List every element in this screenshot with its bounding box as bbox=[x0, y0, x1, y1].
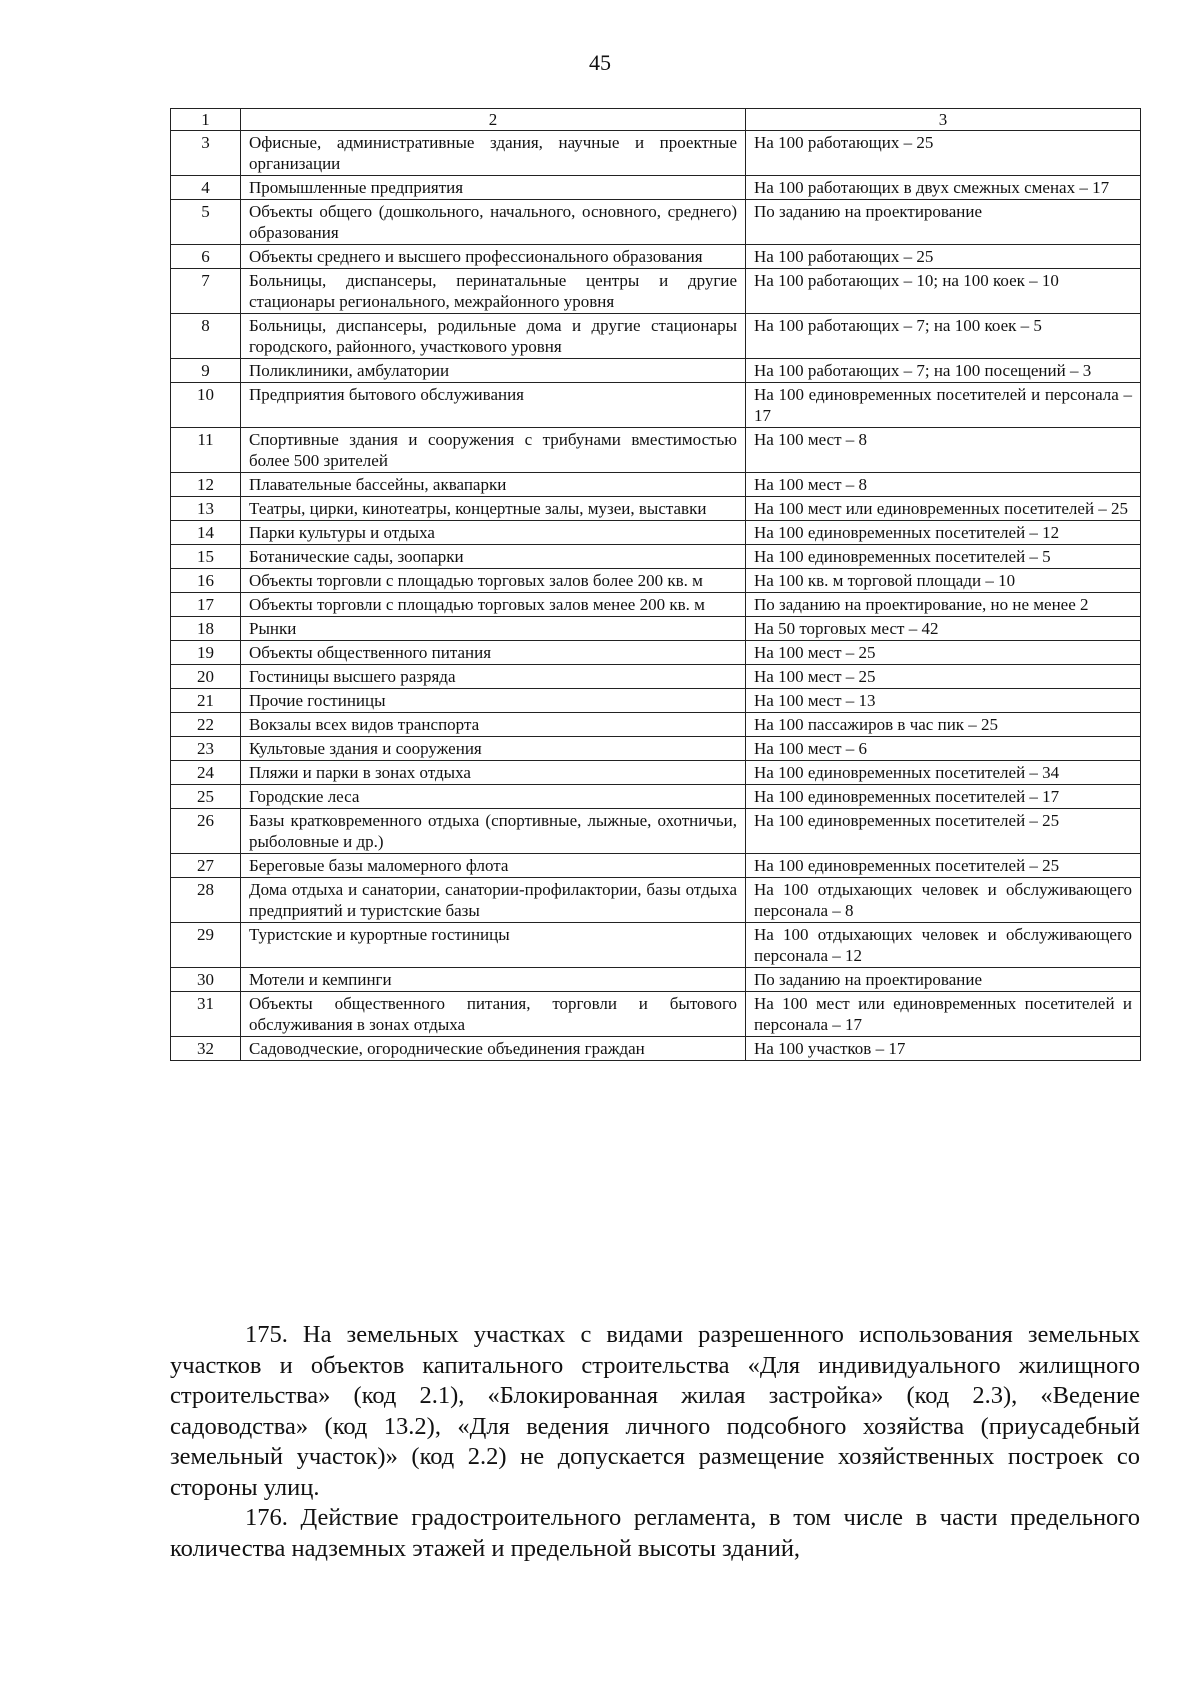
parking-norm-cell: По заданию на проектирование bbox=[746, 968, 1141, 992]
row-number-cell: 4 bbox=[171, 176, 241, 200]
object-type-cell: Промышленные предприятия bbox=[241, 176, 746, 200]
table-row bbox=[171, 923, 1141, 968]
table-row bbox=[171, 785, 1141, 809]
row-number-cell: 8 bbox=[171, 314, 241, 359]
table-row bbox=[171, 497, 1141, 521]
object-type-cell: Ботанические сады, зоопарки bbox=[241, 545, 746, 569]
object-type-cell: Культовые здания и сооружения bbox=[241, 737, 746, 761]
object-type-cell: Береговые базы маломерного флота bbox=[241, 854, 746, 878]
parking-norm-cell: По заданию на проектирование bbox=[746, 200, 1141, 245]
table-row bbox=[171, 569, 1141, 593]
object-type-cell: Поликлиники, амбулатории bbox=[241, 359, 746, 383]
row-number-cell: 19 bbox=[171, 641, 241, 665]
table-row bbox=[171, 176, 1141, 200]
object-type-cell: Базы кратковременного отдыха (спортивные, лыжные, охотничьи, рыболовные и др.) bbox=[241, 809, 746, 854]
object-type-cell: Туристские и курортные гостиницы bbox=[241, 923, 746, 968]
column-header: 1 bbox=[171, 109, 241, 131]
column-header: 3 bbox=[746, 109, 1141, 131]
object-type-cell: Мотели и кемпинги bbox=[241, 968, 746, 992]
table-row bbox=[171, 809, 1141, 854]
object-type-cell: Парки культуры и отдыха bbox=[241, 521, 746, 545]
row-number-cell: 13 bbox=[171, 497, 241, 521]
row-number-cell: 9 bbox=[171, 359, 241, 383]
table-row bbox=[171, 617, 1141, 641]
parking-norm-cell: На 100 работающих – 7; на 100 посещений – 3 bbox=[746, 359, 1141, 383]
parking-norm-cell: На 100 пассажиров в час пик – 25 bbox=[746, 713, 1141, 737]
object-type-cell: Больницы, диспансеры, родильные дома и другие стационары городского, районного, участкового уровня bbox=[241, 314, 746, 359]
object-type-cell: Предприятия бытового обслуживания bbox=[241, 383, 746, 428]
table-row bbox=[171, 713, 1141, 737]
row-number-cell: 14 bbox=[171, 521, 241, 545]
object-type-cell: Городские леса bbox=[241, 785, 746, 809]
parking-norm-cell: На 100 работающих – 25 bbox=[746, 131, 1141, 176]
row-number-cell: 31 bbox=[171, 992, 241, 1037]
parking-norm-cell: На 100 отдыхающих человек и обслуживающего персонала – 12 bbox=[746, 923, 1141, 968]
table-row bbox=[171, 131, 1141, 176]
row-number-cell: 28 bbox=[171, 878, 241, 923]
table-row bbox=[171, 968, 1141, 992]
object-type-cell: Больницы, диспансеры, перинатальные центры и другие стационары регионального, межрайонного уровня bbox=[241, 269, 746, 314]
row-number-cell: 24 bbox=[171, 761, 241, 785]
object-type-cell: Театры, цирки, кинотеатры, концертные залы, музеи, выставки bbox=[241, 497, 746, 521]
object-type-cell: Объекты торговли с площадью торговых залов более 200 кв. м bbox=[241, 569, 746, 593]
row-number-cell: 23 bbox=[171, 737, 241, 761]
table-row bbox=[171, 1037, 1141, 1061]
parking-norm-cell: На 100 мест – 8 bbox=[746, 473, 1141, 497]
row-number-cell: 10 bbox=[171, 383, 241, 428]
row-number-cell: 22 bbox=[171, 713, 241, 737]
parking-norm-cell: На 100 работающих – 25 bbox=[746, 245, 1141, 269]
column-header: 2 bbox=[241, 109, 746, 131]
parking-norm-cell: На 100 мест – 6 bbox=[746, 737, 1141, 761]
regulation-table bbox=[170, 108, 1141, 1061]
object-type-cell: Офисные, административные здания, научные и проектные организации bbox=[241, 131, 746, 176]
row-number-cell: 21 bbox=[171, 689, 241, 713]
table-row bbox=[171, 545, 1141, 569]
parking-norm-cell: На 50 торговых мест – 42 bbox=[746, 617, 1141, 641]
table-row bbox=[171, 428, 1141, 473]
object-type-cell: Прочие гостиницы bbox=[241, 689, 746, 713]
parking-norm-cell: На 100 участков – 17 bbox=[746, 1037, 1141, 1061]
parking-norm-cell: На 100 единовременных посетителей – 12 bbox=[746, 521, 1141, 545]
parking-norm-cell: На 100 единовременных посетителей – 25 bbox=[746, 809, 1141, 854]
table-row bbox=[171, 521, 1141, 545]
row-number-cell: 20 bbox=[171, 665, 241, 689]
object-type-cell: Объекты общего (дошкольного, начального, основного, среднего) образования bbox=[241, 200, 746, 245]
parking-norm-cell: На 100 единовременных посетителей – 17 bbox=[746, 785, 1141, 809]
table-body bbox=[171, 131, 1141, 1061]
parking-norm-cell: На 100 мест или единовременных посетителей – 25 bbox=[746, 497, 1141, 521]
object-type-cell: Объекты общественного питания bbox=[241, 641, 746, 665]
parking-norm-cell: На 100 работающих – 7; на 100 коек – 5 bbox=[746, 314, 1141, 359]
table-row bbox=[171, 473, 1141, 497]
table-row bbox=[171, 737, 1141, 761]
row-number-cell: 29 bbox=[171, 923, 241, 968]
row-number-cell: 25 bbox=[171, 785, 241, 809]
object-type-cell: Вокзалы всех видов транспорта bbox=[241, 713, 746, 737]
object-type-cell: Плавательные бассейны, аквапарки bbox=[241, 473, 746, 497]
parking-norm-cell: На 100 мест – 13 bbox=[746, 689, 1141, 713]
parking-norm-cell: На 100 единовременных посетителей – 5 bbox=[746, 545, 1141, 569]
object-type-cell: Дома отдыха и санатории, санатории-профилактории, базы отдыха предприятий и туристские базы bbox=[241, 878, 746, 923]
table-row bbox=[171, 689, 1141, 713]
object-type-cell: Пляжи и парки в зонах отдыха bbox=[241, 761, 746, 785]
row-number-cell: 11 bbox=[171, 428, 241, 473]
table-row bbox=[171, 641, 1141, 665]
table-row bbox=[171, 665, 1141, 689]
body-text bbox=[170, 1320, 1140, 1564]
table-row bbox=[171, 761, 1141, 785]
row-number-cell: 12 bbox=[171, 473, 241, 497]
table-row bbox=[171, 992, 1141, 1037]
table-row bbox=[171, 200, 1141, 245]
row-number-cell: 30 bbox=[171, 968, 241, 992]
row-number-cell: 27 bbox=[171, 854, 241, 878]
row-number-cell: 16 bbox=[171, 569, 241, 593]
table-row bbox=[171, 593, 1141, 617]
table-row bbox=[171, 269, 1141, 314]
object-type-cell: Спортивные здания и сооружения с трибунами вместимостью более 500 зрителей bbox=[241, 428, 746, 473]
object-type-cell: Объекты торговли с площадью торговых залов менее 200 кв. м bbox=[241, 593, 746, 617]
parking-norm-cell: На 100 единовременных посетителей – 34 bbox=[746, 761, 1141, 785]
table-header-row bbox=[171, 109, 1141, 131]
parking-norm-cell: По заданию на проектирование, но не менее 2 bbox=[746, 593, 1141, 617]
paragraph-176: 176. Действие градостроительного регламента, в том числе в части предельного количества надземных этажей и предельной высоты зданий, bbox=[170, 1504, 1140, 1562]
object-type-cell: Рынки bbox=[241, 617, 746, 641]
parking-norm-cell: На 100 работающих – 10; на 100 коек – 10 bbox=[746, 269, 1141, 314]
object-type-cell: Объекты среднего и высшего профессионального образования bbox=[241, 245, 746, 269]
row-number-cell: 7 bbox=[171, 269, 241, 314]
parking-norm-cell: На 100 кв. м торговой площади – 10 bbox=[746, 569, 1141, 593]
parking-norm-cell: На 100 мест – 8 bbox=[746, 428, 1141, 473]
parking-norm-cell: На 100 единовременных посетителей – 25 bbox=[746, 854, 1141, 878]
object-type-cell: Объекты общественного питания, торговли и бытового обслуживания в зонах отдыха bbox=[241, 992, 746, 1037]
table-row bbox=[171, 314, 1141, 359]
paragraph-175: 175. На земельных участках с видами разрешенного использования земельных участков и объектов капитального строительства «Для индивидуального жилищного строительства» (код 2.1), «Блокированная жилая застройка» (код 2.3), «Ведение садоводства» (код 13.2), «Для ведения личного подсобного хозяйства (приусадебный земельный участок)» (код 2.2) не допускается размещение хозяйственных построек со стороны улиц. bbox=[170, 1321, 1140, 1501]
row-number-cell: 15 bbox=[171, 545, 241, 569]
parking-norm-cell: На 100 мест или единовременных посетителей и персонала – 17 bbox=[746, 992, 1141, 1037]
table-row bbox=[171, 878, 1141, 923]
table-row bbox=[171, 359, 1141, 383]
row-number-cell: 5 bbox=[171, 200, 241, 245]
parking-norm-cell: На 100 мест – 25 bbox=[746, 665, 1141, 689]
parking-norm-cell: На 100 единовременных посетителей и персонала – 17 bbox=[746, 383, 1141, 428]
row-number-cell: 3 bbox=[171, 131, 241, 176]
object-type-cell: Садоводческие, огороднические объединения граждан bbox=[241, 1037, 746, 1061]
table-row bbox=[171, 245, 1141, 269]
object-type-cell: Гостиницы высшего разряда bbox=[241, 665, 746, 689]
row-number-cell: 17 bbox=[171, 593, 241, 617]
row-number-cell: 26 bbox=[171, 809, 241, 854]
table-row bbox=[171, 854, 1141, 878]
row-number-cell: 18 bbox=[171, 617, 241, 641]
parking-norm-cell: На 100 работающих в двух смежных сменах – 17 bbox=[746, 176, 1141, 200]
row-number-cell: 6 bbox=[171, 245, 241, 269]
table-row bbox=[171, 383, 1141, 428]
parking-norm-cell: На 100 мест – 25 bbox=[746, 641, 1141, 665]
row-number-cell: 32 bbox=[171, 1037, 241, 1061]
parking-norm-cell: На 100 отдыхающих человек и обслуживающего персонала – 8 bbox=[746, 878, 1141, 923]
page-number: 45 bbox=[589, 50, 611, 75]
